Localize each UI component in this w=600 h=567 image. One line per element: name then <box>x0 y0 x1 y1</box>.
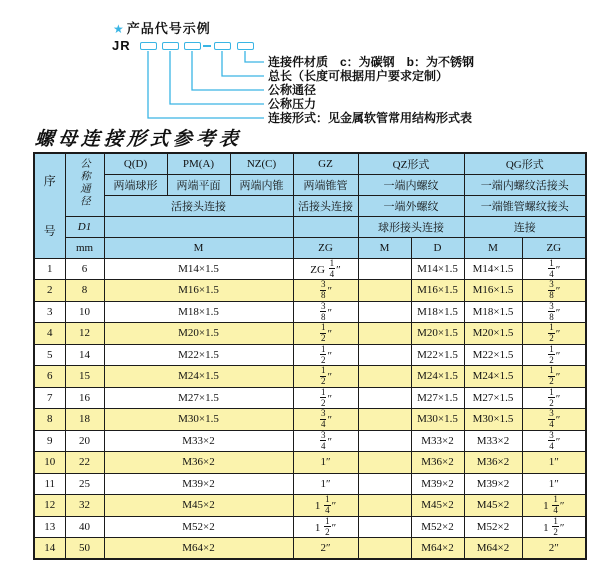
cell-qg-zg: $\frac{1}{2}$ ″ <box>522 387 586 409</box>
cell-thread-m: M45×2 <box>104 495 293 517</box>
cell-dn: 10 <box>65 301 104 323</box>
cell-qz-m <box>358 538 411 560</box>
cell-qz-d: M22×1.5 <box>411 344 464 366</box>
diagram-title <box>113 18 211 37</box>
cell-qg-m: M22×1.5 <box>464 344 522 366</box>
table-body <box>34 258 586 559</box>
cell-qz-m <box>358 430 411 452</box>
header-d1: D1 <box>65 216 104 237</box>
cell-qg-m: M20×1.5 <box>464 323 522 345</box>
cell-qz-d: M52×2 <box>411 516 464 538</box>
header-live-conn: 活接头连接 <box>104 195 293 216</box>
cell-dn: 14 <box>65 344 104 366</box>
cell-qg-m: M30×1.5 <box>464 409 522 431</box>
cell-dn: 8 <box>65 280 104 302</box>
header-qz-desc1: 一端内螺纹 <box>358 174 464 195</box>
cell-seq: 10 <box>34 452 65 474</box>
cell-qg-m: M18×1.5 <box>464 301 522 323</box>
cell-seq: 7 <box>34 387 65 409</box>
header-nz-code: NZ(C) <box>230 153 293 174</box>
cell-qz-d: M24×1.5 <box>411 366 464 388</box>
cell-qg-zg: $\frac{3}{8}$ ″ <box>522 280 586 302</box>
reference-table <box>33 152 587 560</box>
header-qg-desc1: 一端内螺纹活接头 <box>464 174 586 195</box>
header-qg-code: QG形式 <box>464 153 586 174</box>
table-row <box>34 516 586 538</box>
cell-qg-zg: 2″ <box>522 538 586 560</box>
cell-qg-m: M39×2 <box>464 473 522 495</box>
table-row <box>34 409 586 431</box>
header-qz-unit1: M <box>358 237 411 258</box>
cell-seq: 12 <box>34 495 65 517</box>
cell-qz-d: M18×1.5 <box>411 301 464 323</box>
cell-qz-m <box>358 473 411 495</box>
cell-qz-d: M27×1.5 <box>411 387 464 409</box>
cell-qz-m <box>358 280 411 302</box>
cell-thread-m: M33×2 <box>104 430 293 452</box>
code-label-material: 连接件材质 c：为碳钢 b：为不锈钢 <box>268 55 475 69</box>
header-qg-desc2: 一端锥管螺纹接头 <box>464 195 586 216</box>
header-gz-unit: ZG <box>293 237 358 258</box>
cell-qz-m <box>358 301 411 323</box>
header-seq-char2: 号 <box>43 224 56 239</box>
cell-qz-d: M33×2 <box>411 430 464 452</box>
cell-qz-m <box>358 344 411 366</box>
cell-seq: 9 <box>34 430 65 452</box>
cell-seq: 13 <box>34 516 65 538</box>
table-header <box>34 153 586 258</box>
code-dash <box>203 45 211 47</box>
cell-gz-zg: $\frac{1}{2}$ ″ <box>293 323 358 345</box>
cell-qg-zg: $\frac{1}{4}$ ″ <box>522 258 586 280</box>
header-dn-text: 公称通径 <box>79 158 90 209</box>
cell-qz-m <box>358 452 411 474</box>
cell-gz-zg: ZG $\frac{1}{4}$ ″ <box>293 258 358 280</box>
cell-qg-m: M64×2 <box>464 538 522 560</box>
cell-gz-zg: $\frac{1}{2}$ ″ <box>293 366 358 388</box>
cell-thread-m: M14×1.5 <box>104 258 293 280</box>
cell-thread-m: M22×1.5 <box>104 344 293 366</box>
cell-dn: 18 <box>65 409 104 431</box>
table-row <box>34 301 586 323</box>
cell-seq: 8 <box>34 409 65 431</box>
cell-gz-zg: 2″ <box>293 538 358 560</box>
cell-qz-m <box>358 258 411 280</box>
cell-qg-zg: $\frac{1}{2}$ ″ <box>522 344 586 366</box>
cell-qz-m <box>358 366 411 388</box>
code-box-2 <box>162 42 179 50</box>
cell-dn: 50 <box>65 538 104 560</box>
cell-qz-m <box>358 516 411 538</box>
code-label-pressure: 公称压力 <box>268 97 317 111</box>
cell-gz-zg: $\frac{3}{4}$ ″ <box>293 430 358 452</box>
table-row <box>34 344 586 366</box>
table-row <box>34 538 586 560</box>
cell-qg-zg: $\frac{3}{4}$ ″ <box>522 409 586 431</box>
header-gz-conn: 活接头连接 <box>293 195 358 216</box>
header-qd-code: Q(D) <box>104 153 167 174</box>
code-label-diameter: 公称通径 <box>268 83 317 97</box>
header-seq <box>34 153 65 258</box>
cell-dn: 16 <box>65 387 104 409</box>
cell-seq: 6 <box>34 366 65 388</box>
cell-dn: 25 <box>65 473 104 495</box>
table-row <box>34 430 586 452</box>
table-row <box>34 495 586 517</box>
diagram-title-text: 产品代号示例 <box>126 21 211 36</box>
cell-gz-zg: $\frac{3}{4}$ ″ <box>293 409 358 431</box>
cell-qg-m: M16×1.5 <box>464 280 522 302</box>
cell-dn: 40 <box>65 516 104 538</box>
cell-thread-m: M24×1.5 <box>104 366 293 388</box>
cell-gz-zg: 1″ <box>293 452 358 474</box>
cell-seq: 2 <box>34 280 65 302</box>
cell-dn: 12 <box>65 323 104 345</box>
cell-thread-m: M52×2 <box>104 516 293 538</box>
cell-qg-zg: 1 $\frac{1}{2}$ ″ <box>522 516 586 538</box>
header-mm: mm <box>65 237 104 258</box>
code-box-4 <box>214 42 231 50</box>
cell-qg-zg: $\frac{3}{4}$ ″ <box>522 430 586 452</box>
header-gz-desc: 两端锥管 <box>293 174 358 195</box>
cell-gz-zg: $\frac{1}{2}$ ″ <box>293 387 358 409</box>
cell-thread-m: M20×1.5 <box>104 323 293 345</box>
code-label-connection: 连接形式：见金属软管常用结构形式表 <box>268 111 473 125</box>
cell-qg-zg: $\frac{1}{2}$ ″ <box>522 366 586 388</box>
cell-qg-zg: $\frac{3}{8}$ ″ <box>522 301 586 323</box>
cell-qz-m <box>358 323 411 345</box>
table-row <box>34 387 586 409</box>
code-box-5 <box>237 42 254 50</box>
cell-qg-zg: 1 $\frac{1}{4}$ ″ <box>522 495 586 517</box>
star-icon: ★ <box>113 22 125 36</box>
table-title: 螺母连接形式参考表 <box>34 128 243 150</box>
cell-gz-zg: 1 $\frac{1}{4}$ ″ <box>293 495 358 517</box>
header-qz-unit2: D <box>411 237 464 258</box>
table-row <box>34 366 586 388</box>
cell-dn: 22 <box>65 452 104 474</box>
cell-seq: 3 <box>34 301 65 323</box>
cell-thread-m: M39×2 <box>104 473 293 495</box>
cell-seq: 5 <box>34 344 65 366</box>
cell-gz-zg: 1 $\frac{1}{2}$ ″ <box>293 516 358 538</box>
header-nz-desc: 两端内锥 <box>230 174 293 195</box>
header-qz-desc2: 一端外螺纹 <box>358 195 464 216</box>
cell-thread-m: M64×2 <box>104 538 293 560</box>
cell-qz-d: M45×2 <box>411 495 464 517</box>
cell-qg-zg: $\frac{1}{2}$ ″ <box>522 323 586 345</box>
cell-dn: 20 <box>65 430 104 452</box>
header-qz-code: QZ形式 <box>358 153 464 174</box>
cell-gz-zg: $\frac{3}{8}$ ″ <box>293 280 358 302</box>
cell-qg-zg: 1″ <box>522 452 586 474</box>
code-box-1 <box>140 42 157 50</box>
header-gz-code: GZ <box>293 153 358 174</box>
header-pm-code: PM(A) <box>167 153 230 174</box>
cell-qz-m <box>358 495 411 517</box>
cell-qz-m <box>358 387 411 409</box>
header-qg-unit1: M <box>464 237 522 258</box>
header-qg-unit2: ZG <box>522 237 586 258</box>
cell-seq: 4 <box>34 323 65 345</box>
table-row <box>34 452 586 474</box>
cell-qg-zg: 1″ <box>522 473 586 495</box>
cell-thread-m: M27×1.5 <box>104 387 293 409</box>
cell-thread-m: M16×1.5 <box>104 280 293 302</box>
cell-gz-zg: $\frac{3}{8}$ ″ <box>293 301 358 323</box>
header-qz-conn: 球形接头连接 <box>358 216 464 237</box>
cell-qz-d: M39×2 <box>411 473 464 495</box>
cell-seq: 1 <box>34 258 65 280</box>
code-label-length: 总长（长度可根据用户要求定制） <box>268 69 449 83</box>
cell-dn: 6 <box>65 258 104 280</box>
header-qg-conn: 连接 <box>464 216 586 237</box>
cell-qz-d: M64×2 <box>411 538 464 560</box>
header-empty-left <box>104 216 293 237</box>
cell-qg-m: M52×2 <box>464 516 522 538</box>
cell-qz-d: M14×1.5 <box>411 258 464 280</box>
cell-gz-zg: $\frac{1}{2}$ ″ <box>293 344 358 366</box>
cell-qg-m: M33×2 <box>464 430 522 452</box>
cell-qz-d: M20×1.5 <box>411 323 464 345</box>
cell-qz-d: M30×1.5 <box>411 409 464 431</box>
header-m-unit: M <box>104 237 293 258</box>
table-row <box>34 323 586 345</box>
cell-qz-d: M16×1.5 <box>411 280 464 302</box>
cell-qg-m: M45×2 <box>464 495 522 517</box>
code-prefix: JR <box>112 38 131 53</box>
cell-qz-d: M36×2 <box>411 452 464 474</box>
table-row <box>34 258 586 280</box>
cell-dn: 15 <box>65 366 104 388</box>
cell-thread-m: M30×1.5 <box>104 409 293 431</box>
cell-qg-m: M36×2 <box>464 452 522 474</box>
cell-qz-m <box>358 409 411 431</box>
header-dn <box>65 153 104 216</box>
cell-thread-m: M18×1.5 <box>104 301 293 323</box>
cell-dn: 32 <box>65 495 104 517</box>
cell-seq: 14 <box>34 538 65 560</box>
table-row <box>34 473 586 495</box>
cell-gz-zg: 1″ <box>293 473 358 495</box>
header-seq-char1: 序 <box>43 174 56 189</box>
code-box-3 <box>184 42 201 50</box>
header-empty-gz <box>293 216 358 237</box>
header-pm-desc: 两端平面 <box>167 174 230 195</box>
cell-thread-m: M36×2 <box>104 452 293 474</box>
cell-qg-m: M24×1.5 <box>464 366 522 388</box>
product-code-diagram <box>0 0 600 130</box>
cell-qg-m: M14×1.5 <box>464 258 522 280</box>
header-qd-desc: 两端球形 <box>104 174 167 195</box>
table-row <box>34 280 586 302</box>
cell-seq: 11 <box>34 473 65 495</box>
cell-qg-m: M27×1.5 <box>464 387 522 409</box>
